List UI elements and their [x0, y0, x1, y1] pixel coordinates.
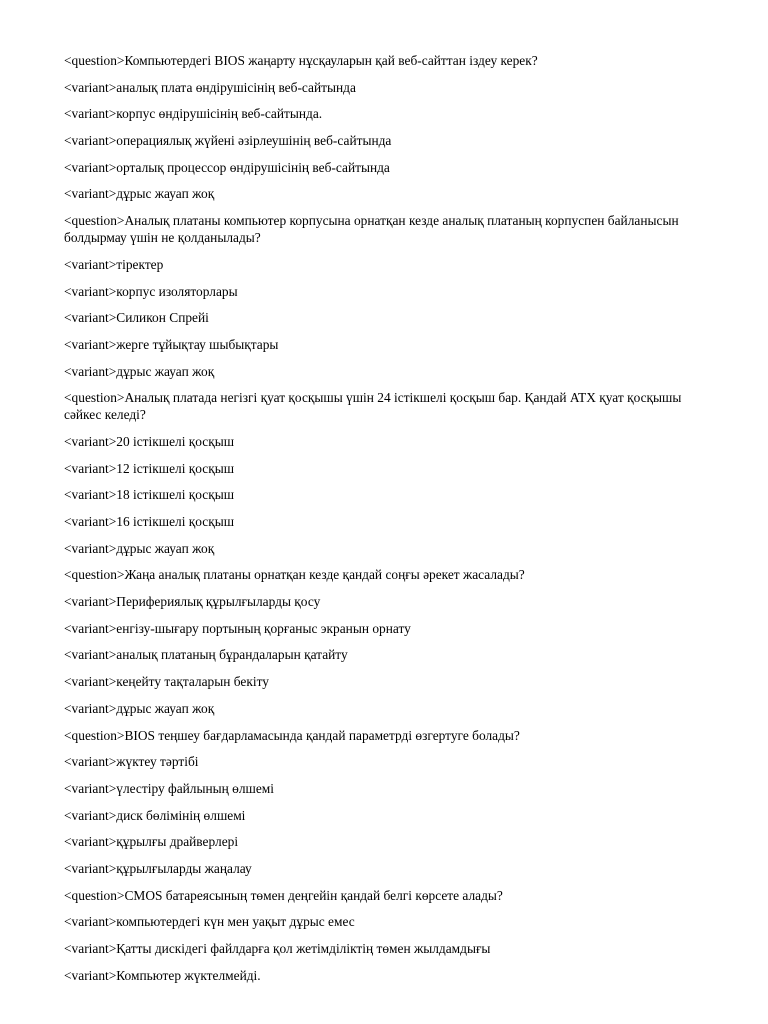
question-line: <question>Жаңа аналық платаны орнатқан кезде қандай соңғы әрекет жасалады? [64, 567, 525, 583]
variant-line: <variant>20 істікшелі қосқыш [64, 433, 235, 449]
variant-line: <variant>дұрыс жауап жоқ [64, 700, 215, 716]
variant-line: <variant>тіректер [64, 256, 164, 272]
variant-line: <variant>аналық платаның бұрандаларын қатайту [64, 647, 348, 663]
variant-line: <variant>енгізу-шығару портының қорғаныс экранын орнату [64, 620, 411, 636]
question-line: <question>CMOS батареясының төмен деңгейін қандай белгі көрсете алады? [64, 887, 503, 903]
variant-line: <variant>корпус изоляторлары [64, 283, 238, 299]
variant-line: <variant>құрылғы драйверлері [64, 834, 239, 850]
variant-line: <variant>жерге тұйықтау шыбықтары [64, 336, 279, 352]
variant-line: <variant>18 істікшелі қосқыш [64, 487, 235, 503]
question-line: <question>Аналық платаны компьютер корпусына орнатқан кезде аналық платаның корпуспен байланысын болдырмау үшін не қолданылады? [64, 213, 679, 246]
variant-line: <variant>аналық плата өндірушісінің веб-сайтында [64, 79, 356, 95]
variant-line: <variant>компьютердегі күн мен уақыт дұрыс емес [64, 914, 355, 930]
variant-line: <variant>дұрыс жауап жоқ [64, 186, 215, 202]
variant-line: <variant>дұрыс жауап жоқ [64, 363, 215, 379]
variant-line: <variant>үлестіру файлының өлшемі [64, 780, 274, 796]
variant-line: <variant>орталық процессор өндірушісінің веб-сайтында [64, 159, 390, 175]
variant-line: <variant>Перифериялық құрылғыларды қосу [64, 594, 321, 610]
variant-line: <variant>16 істікшелі қосқыш [64, 514, 235, 529]
variant-line: <variant>Силикон Спрейі [64, 310, 209, 326]
question-line: <question>Аналық платада негізгі қуат қосқышы үшін 24 істікшелі қосқыш бар. Қандай ATX қуат қосқышы сәйкес келеді? [64, 390, 682, 423]
variant-line: <variant>Қатты дискідегі файлдарға қол жетімділіктің төмен жылдамдығы [64, 941, 491, 956]
variant-line: <variant>операциялық жүйені әзірлеушінің веб-сайтында [64, 133, 392, 149]
document-body [64, 52, 720, 993]
question-line: <question>Компьютердегі BIOS жаңарту нұсқауларын қай веб-сайттан іздеу керек? [64, 53, 538, 68]
variant-line: <variant>құрылғыларды жаңалау [64, 860, 252, 876]
variant-line: <variant>корпус өндірушісінің веб-сайтында. [64, 106, 323, 122]
variant-line: <variant>диск бөлімінің өлшемі [64, 807, 246, 823]
variant-line: <variant>жүктеу тәртібі [64, 754, 199, 770]
variant-line: <variant>кеңейту тақталарын бекіту [64, 674, 269, 690]
variant-line: <variant>дұрыс жауап жоқ [64, 540, 215, 556]
question-line: <question>BIOS теңшеу бағдарламасында қандай параметрді өзгертуге болады? [64, 727, 520, 743]
variant-line: <variant>Компьютер жүктелмейді. [64, 967, 261, 983]
variant-line: <variant>12 істікшелі қосқыш [64, 460, 235, 476]
